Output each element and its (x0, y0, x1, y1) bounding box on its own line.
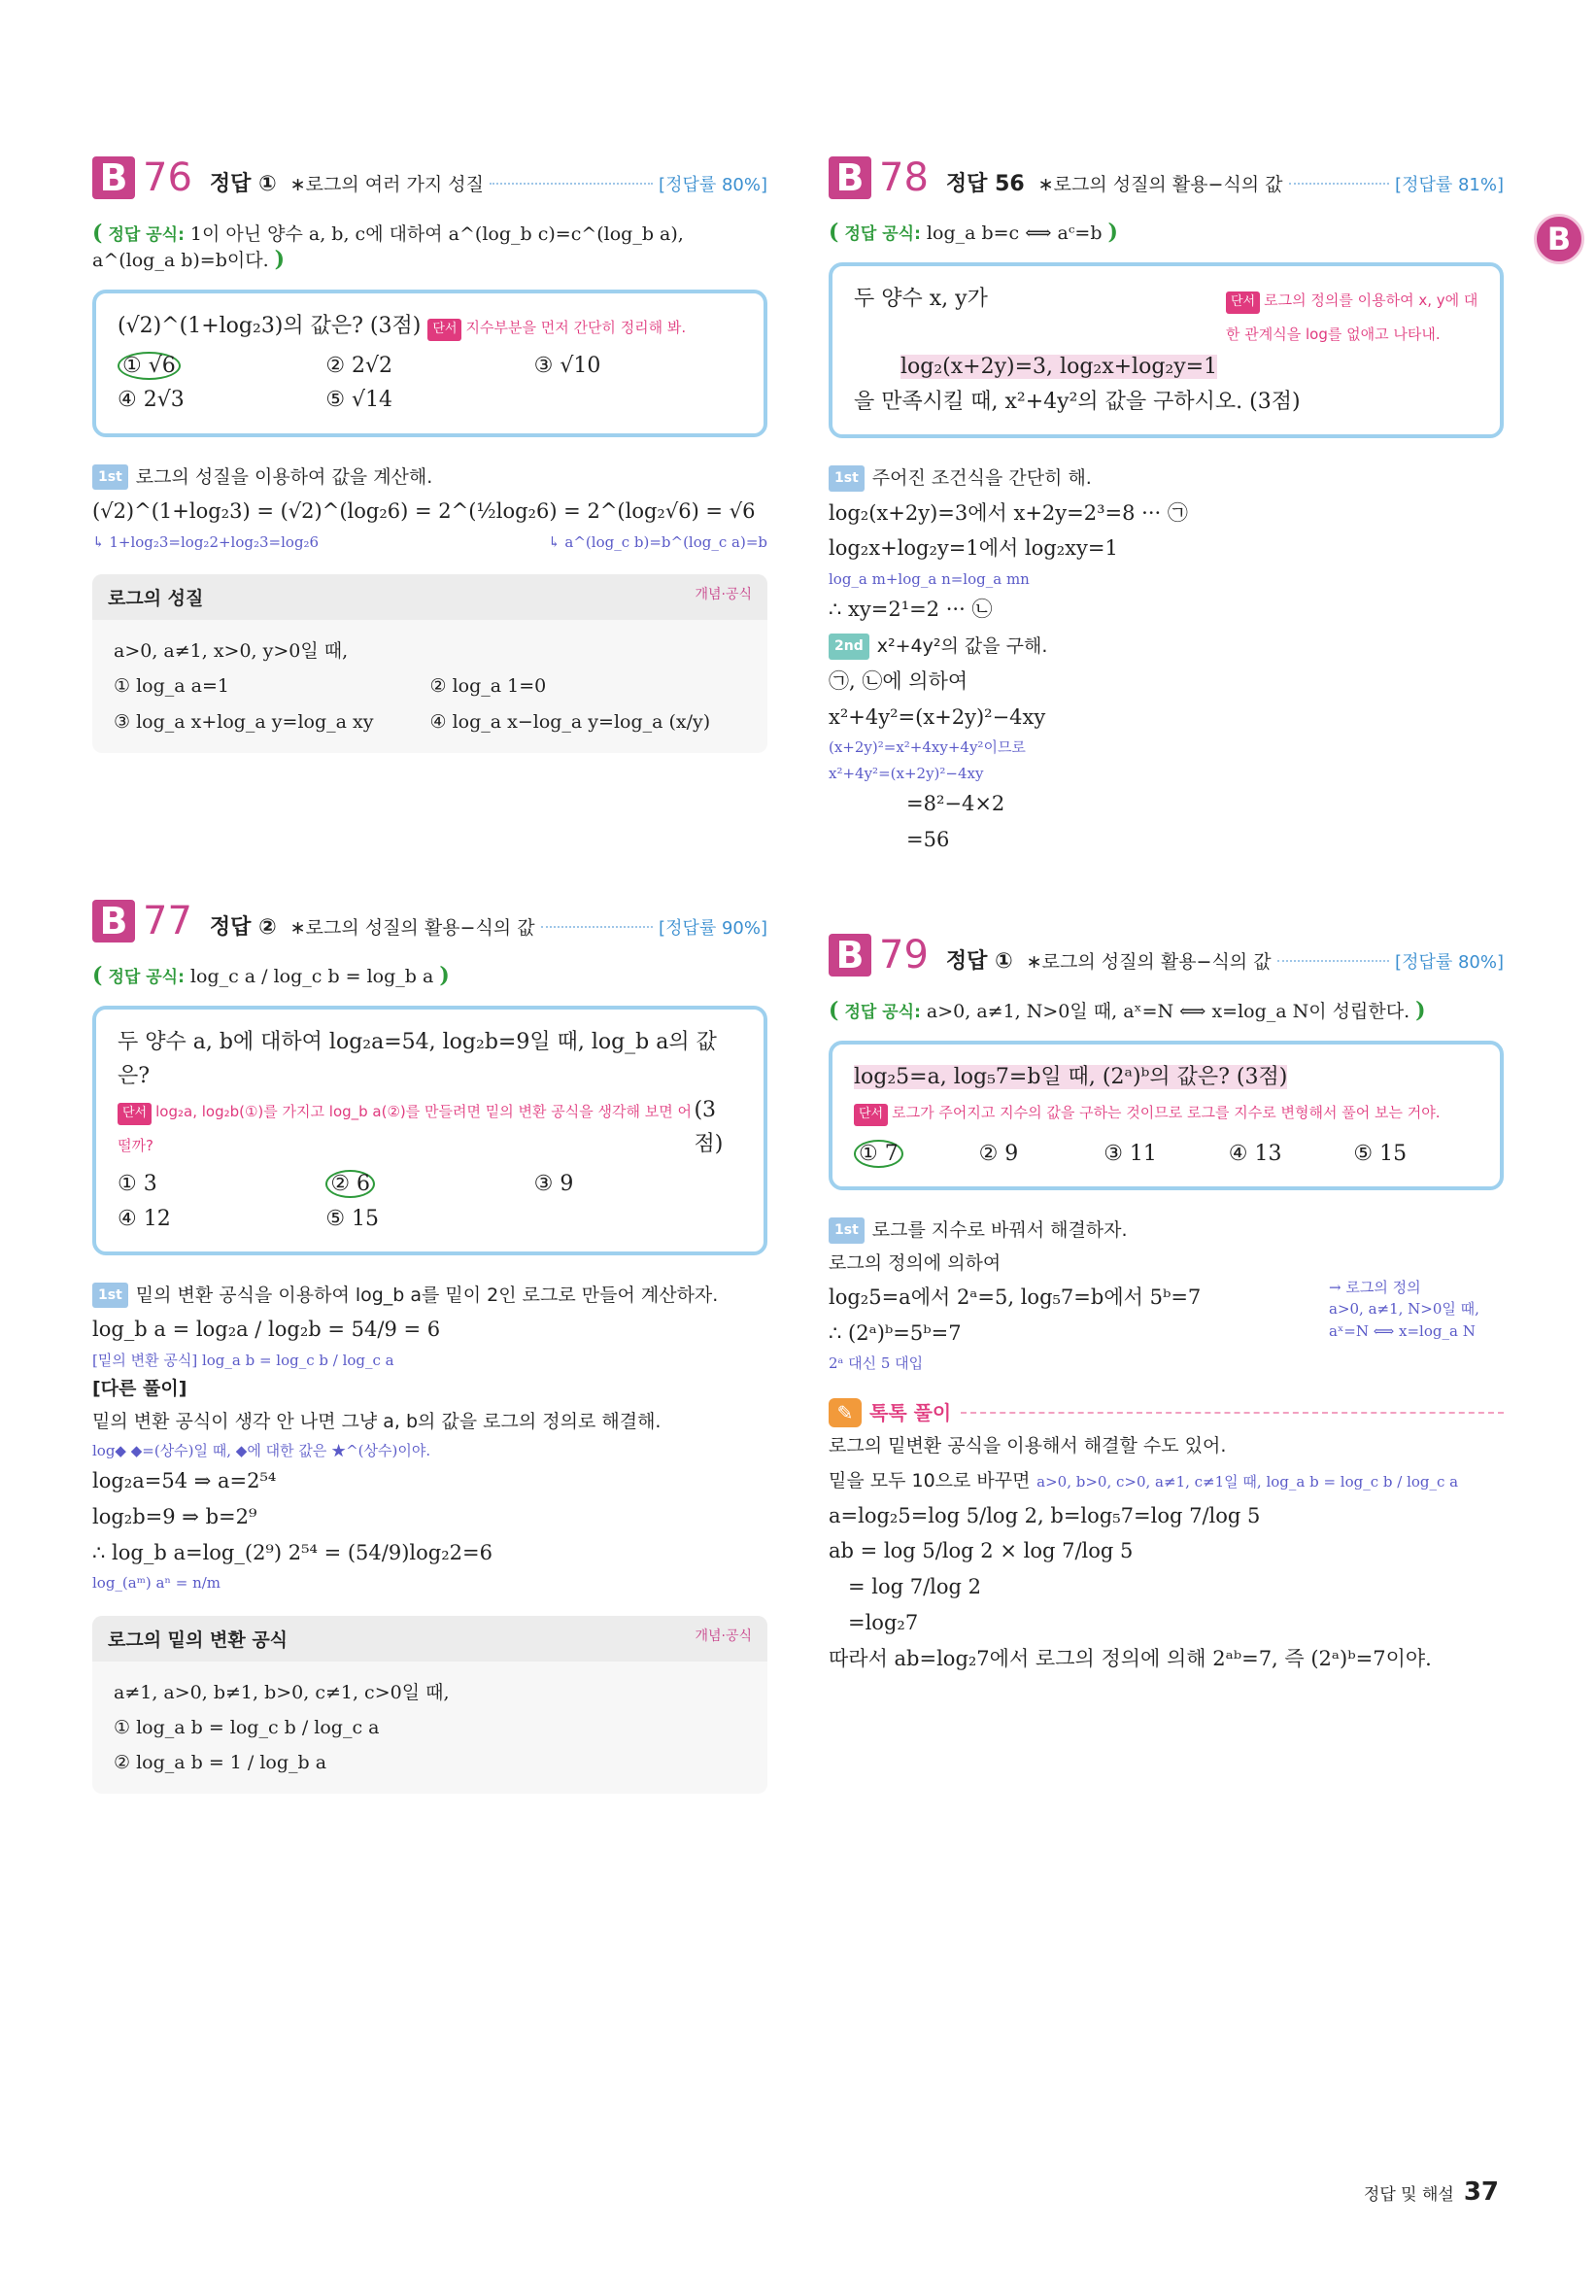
answer-label: 정답 ② (209, 914, 277, 940)
concept-line: ① log_a b = log_c b / log_c a (114, 1716, 380, 1738)
concept-line: ① log_a a=1 (114, 675, 229, 698)
calc-line: ㉠, ㉡에 의하여 (829, 668, 968, 693)
footer-label: 정답 및 해설 (1363, 2185, 1454, 2205)
correct-rate: [정답률 81%] (1395, 175, 1504, 195)
calc-note: log_a m+log_a n=log_a mn (829, 570, 1030, 588)
choice-2[interactable]: ② 9 (978, 1141, 1019, 1166)
choice-4[interactable]: ④ 12 (118, 1206, 171, 1231)
idea-icon: ✎ (829, 1398, 862, 1427)
key-formula: ( 정답 공식: log_c a / log_c b = log_b a ) (92, 962, 450, 988)
concept-kind: 개념·공식 (695, 1628, 752, 1644)
calc-line: =8²−4×2 (906, 791, 1005, 815)
alt-title: [다른 풀이] (92, 1378, 187, 1400)
alt-note: log_(aᵐ) aⁿ = n/m (92, 1574, 221, 1593)
hint-text: 로그의 정의를 이용하여 x, y에 대한 관계식을 log를 없애고 나타내. (1226, 291, 1478, 344)
calc-line: x²+4y²=(x+2y)²−4xy (829, 704, 1046, 729)
question-text: (√2)^(1+log₂3)의 값은? (3점) (118, 314, 422, 338)
choice-5[interactable]: ⑤ 15 (1353, 1141, 1408, 1166)
correct-rate: [정답률 90%] (659, 917, 767, 939)
alt-note: log◆ ◆=(상수)일 때, ◆에 대한 값은 ★^(상수)이야. (92, 1441, 431, 1459)
calc-line: =56 (906, 827, 950, 851)
formula-text: 1이 아닌 양수 a, b, c에 대하여 a^(log_b c)=c^(log_b a), a^(log_a b)=b이다. (92, 223, 684, 271)
answer-label: 정답 56 (945, 172, 1025, 196)
problem-77 (92, 899, 767, 1794)
choice-4[interactable]: ④ 13 (1228, 1141, 1282, 1166)
choices (854, 1137, 1478, 1171)
calc-line: ∴ xy=2¹=2 ··· ㉡ (829, 598, 993, 622)
key-formula: ( 정답 공식: 1이 아닌 양수 a, b, c에 대하여 a^(log_b c)=c^(log_b a), a^(log_a b)=b이다. ) (92, 221, 684, 272)
alt-solution-header (829, 1396, 1504, 1430)
level-badge: B (92, 900, 135, 942)
leader-dots (1277, 960, 1389, 962)
calc-line: (√2)^(1+log₂3) = (√2)^(log₂6) = 2^(½log₂6) = 2^(log₂√6) = √6 (92, 499, 756, 524)
concept-box (92, 1616, 767, 1794)
key-formula: ( 정답 공식: a>0, a≠1, N>0일 때, aˣ=N ⟺ x=log_a N이 성립한다. ) (829, 998, 1426, 1024)
step-badge: 1st (92, 464, 128, 491)
choice-3[interactable]: ③ 11 (1104, 1141, 1157, 1166)
question-box (92, 290, 767, 437)
problem-79 (829, 933, 1504, 1676)
problem-number: 77 (143, 898, 192, 943)
concept-line: ② log_a b = 1 / log_b a (114, 1751, 327, 1773)
choice-5[interactable]: ⑤ 15 (325, 1206, 380, 1231)
step-badge: 1st (829, 1217, 865, 1244)
problem-78 (829, 155, 1504, 857)
question-text: log₂5=a, log₅7=b일 때, (2ᵃ)ᵇ의 값은? (3점) (854, 1065, 1288, 1090)
alt-text: 밑의 변환 공식이 생각 안 나면 그냥 a, b의 값을 로그의 정의로 해결해. (92, 1410, 662, 1432)
choice-1[interactable]: ① 7 (854, 1137, 979, 1171)
concept-title: 로그의 성질 (108, 588, 204, 610)
calc-line: ab = log 5/log 2 × log 7/log 5 (829, 1539, 1134, 1563)
hint-tag: 단서 (1226, 291, 1260, 314)
question-text: 을 만족시킬 때, x²+4y²의 값을 구하시오. (3점) (854, 389, 1301, 414)
leader-dots (541, 926, 653, 928)
side-note: → 로그의 정의 (1329, 1278, 1421, 1296)
choices (118, 349, 742, 417)
side-note: a>0, a≠1, N>0일 때, (1329, 1300, 1479, 1319)
hint-text: 로그가 주어지고 지수의 값을 구하는 것이므로 로그를 지수로 변형해서 풀어 보는 거야. (892, 1104, 1441, 1122)
side-note: aˣ=N ⟺ x=log_a N (1329, 1321, 1476, 1340)
calc-line: 로그의 정의에 의하여 (829, 1251, 1002, 1274)
solution (92, 459, 767, 556)
problem-number: 78 (879, 155, 929, 200)
calc-note: (x+2y)²=x²+4xy+4y²이므로 (829, 738, 1026, 757)
alt-solution-title: 톡톡 풀이 (869, 1400, 952, 1424)
level-badge: B (829, 156, 871, 199)
right-column (829, 155, 1504, 1676)
concept-line: a>0, a≠1, x>0, y>0일 때, (114, 640, 349, 663)
page-number: 37 (1463, 2177, 1499, 2207)
question-condition: log₂(x+2y)=3, log₂x+log₂y=1 (900, 355, 1218, 380)
alt-note: a>0, b>0, c>0, a≠1, c≠1일 때, log_a b = log_c b / log_c a (1036, 1472, 1459, 1491)
conclusion: 따라서 ab=log₂7에서 로그의 정의에 의해 2ᵃᵇ=7, 즉 (2ᵃ)ᵇ=7이야. (829, 1646, 1432, 1670)
step-text: 로그의 성질을 이용하여 값을 계산해. (135, 465, 433, 488)
calc-line: ∴ (2ᵃ)ᵇ=5ᵇ=7 (829, 1320, 962, 1345)
choices (118, 1167, 742, 1235)
step-text: 주어진 조건식을 간단히 해. (871, 466, 1092, 489)
choice-5[interactable]: ⑤ √14 (325, 388, 393, 413)
calc-line: = log 7/log 2 (848, 1575, 982, 1599)
hint-text: log₂a, log₂b(①)를 가지고 log_b a(②)를 만들려면 밑의 변환 공식을 생각해 보면 어떨까? (118, 1102, 692, 1155)
question-text: 두 양수 a, b에 대하여 log₂a=54, log₂b=9일 때, log_b a의 값은? (118, 1029, 717, 1088)
calc-line: log₂x+log₂y=1에서 log₂xy=1 (829, 536, 1118, 561)
formula-label: 정답 공식: (108, 225, 185, 245)
step-badge: 2nd (829, 634, 869, 660)
topic-label: ∗로그의 성질의 활용−식의 값 (289, 916, 535, 939)
points: (3점) (694, 1097, 724, 1157)
problem-number: 79 (879, 933, 929, 978)
choice-1[interactable]: ① √6 (118, 349, 325, 383)
hint-tag: 단서 (854, 1104, 888, 1126)
hint-tag: 단서 (427, 319, 461, 341)
question-text: 두 양수 x, y가 (854, 287, 988, 311)
hint-text: 지수부분을 먼저 간단히 정리해 봐. (465, 319, 687, 336)
formula-text: log_c a / log_c b = log_b a (189, 965, 434, 987)
topic-label: ∗로그의 여러 가지 성질 (289, 174, 484, 195)
formula-label: 정답 공식: (108, 967, 185, 987)
concept-title: 로그의 밑의 변환 공식 (108, 1628, 289, 1651)
calc-note: x²+4y²=(x+2y)²−4xy (829, 764, 984, 782)
leader-dots (1289, 183, 1390, 185)
answer-label: 정답 ① (209, 172, 277, 196)
step-badge: 1st (92, 1283, 128, 1309)
calc-note: ↳ a^(log_c b)=b^(log_c a)=b (548, 533, 767, 552)
correct-rate: [정답률 80%] (1395, 952, 1504, 974)
solution (829, 1212, 1504, 1677)
solution (92, 1277, 767, 1596)
correct-rate: [정답률 80%] (659, 175, 767, 195)
topic-label: ∗로그의 성질의 활용−식의 값 (1026, 951, 1272, 974)
solution (829, 460, 1504, 858)
level-badge: B (92, 156, 135, 199)
formula-label: 정답 공식: (844, 1003, 921, 1023)
choice-4[interactable]: ④ 2√3 (118, 388, 185, 413)
hint-tag: 단서 (118, 1103, 152, 1125)
topic-label: ∗로그의 성질의 활용−식의 값 (1037, 174, 1283, 195)
calc-line: a=log₂5=log 5/log 2, b=log₅7=log 7/log 5 (829, 1503, 1261, 1527)
concept-line: a≠1, a>0, b≠1, b>0, c≠1, c>0일 때, (114, 1681, 450, 1703)
step-text: x²+4y²의 값을 구해. (876, 635, 1048, 657)
alt-text: 로그의 밑변환 공식을 이용해서 해결할 수도 있어. (829, 1434, 1227, 1456)
problem-77-header (92, 899, 767, 957)
page-footer (1364, 2177, 1499, 2207)
step-badge: 1st (829, 465, 865, 492)
calc-line: log₂(x+2y)=3에서 x+2y=2³=8 ··· ㉠ (829, 500, 1188, 525)
formula-text: a>0, a≠1, N>0일 때, aˣ=N ⟺ x=log_a N이 성립한다. (926, 1001, 1410, 1023)
choice-1[interactable]: ① 3 (118, 1172, 157, 1197)
problem-76 (92, 155, 767, 753)
calc-note: ↳ 1+log₂3=log₂2+log₂3=log₂6 (92, 533, 320, 552)
question-box (829, 262, 1504, 438)
formula-text: log_a b=c ⟺ aᶜ=b (926, 223, 1103, 244)
concept-line: ② log_a 1=0 (429, 675, 547, 698)
problem-79-header (829, 933, 1504, 991)
alt-text: 밑을 모두 10으로 바꾸면 (829, 1469, 1031, 1491)
leader-dots (490, 183, 653, 185)
choice-3[interactable]: ③ √10 (533, 354, 601, 379)
answer-label: 정답 ① (945, 949, 1013, 975)
concept-line: ④ log_a x−log_a y=log_a (x/y) (429, 710, 711, 733)
concept-box (92, 574, 767, 752)
problem-number: 76 (143, 155, 192, 200)
choice-2[interactable]: ② 2√2 (325, 354, 393, 379)
formula-label: 정답 공식: (844, 224, 921, 244)
concept-kind: 개념·공식 (695, 587, 752, 603)
left-column (92, 155, 767, 1794)
key-formula: ( 정답 공식: log_a b=c ⟺ aᶜ=b ) (829, 220, 1118, 245)
step-text: 로그를 지수로 바꿔서 해결하자. (871, 1218, 1128, 1241)
calc-line: log_b a = log₂a / log₂b = 54/9 = 6 (92, 1318, 441, 1342)
calc-line: =log₂7 (848, 1610, 919, 1634)
question-box (829, 1041, 1504, 1190)
level-badge: B (829, 934, 871, 977)
calc-note: 2ᵃ 대신 5 대입 (829, 1354, 924, 1373)
question-box (92, 1006, 767, 1255)
section-tab-b: B (1534, 214, 1584, 264)
problem-78-header (829, 155, 1504, 214)
concept-line: ③ log_a x+log_a y=log_a xy (114, 710, 374, 733)
alt-line: log₂a=54 ⇒ a=2⁵⁴ (92, 1469, 277, 1493)
alt-line: log₂b=9 ⇒ b=2⁹ (92, 1504, 257, 1528)
alt-line: ∴ log_b a=log_(2⁹) 2⁵⁴ = (54/9)log₂2=6 (92, 1540, 492, 1564)
problem-76-header (92, 155, 767, 214)
step-text: 밑의 변환 공식을 이용하여 log_b a를 밑이 2인 로그로 만들어 계산하자. (135, 1284, 719, 1306)
calc-note: [밑의 변환 공식] log_a b = log_c b / log_c a (92, 1352, 394, 1370)
calc-line: log₂5=a에서 2ᵃ=5, log₅7=b에서 5ᵇ=7 (829, 1285, 1202, 1309)
choice-3[interactable]: ③ 9 (533, 1172, 574, 1197)
choice-2[interactable]: ② 6 (325, 1167, 533, 1201)
